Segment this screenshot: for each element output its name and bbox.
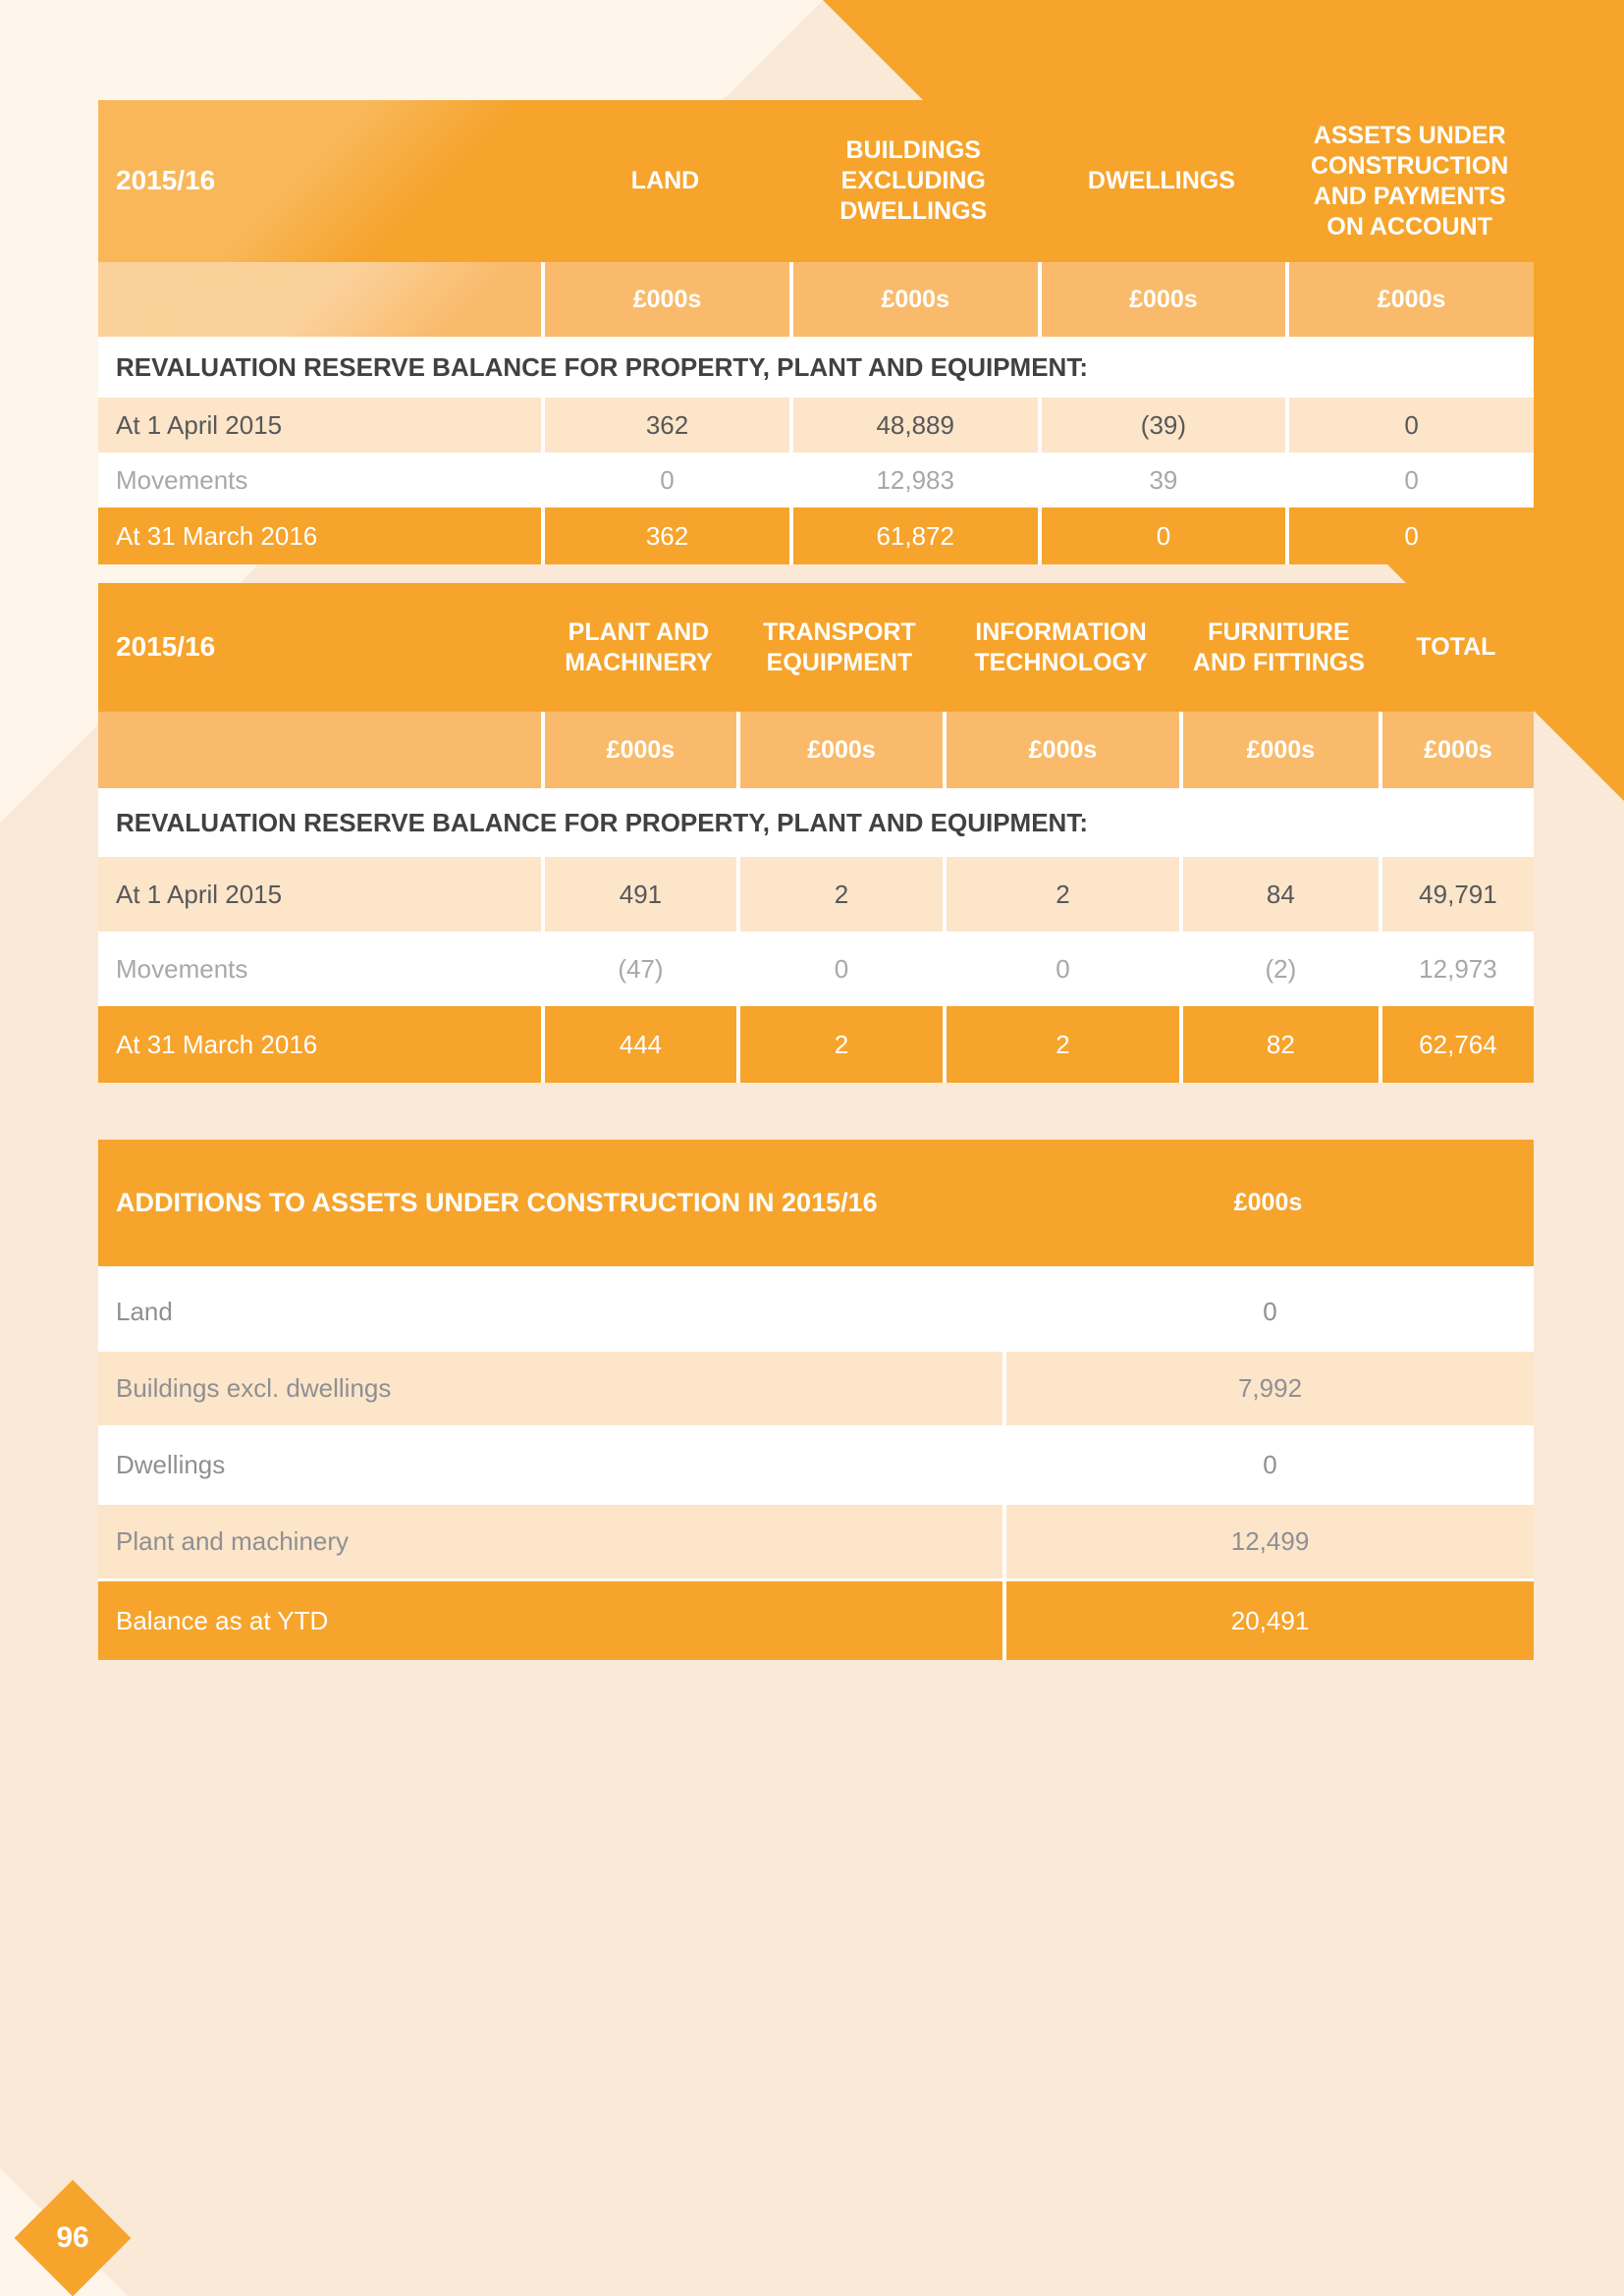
cell-value: 7,992 — [1002, 1352, 1534, 1425]
cell-value: (2) — [1179, 932, 1379, 1006]
table2-column-header-it: INFORMATION TECHNOLOGY — [974, 617, 1148, 676]
cell-value: 49,791 — [1379, 857, 1534, 932]
table3-unit-label: £000s — [1233, 1189, 1303, 1216]
cell-value: 2 — [943, 1006, 1179, 1083]
cell-value: 0 — [1002, 1275, 1534, 1349]
table-total-row — [98, 507, 1534, 564]
table2-column-header-plant-machinery: PLANT AND MACHINERY — [565, 617, 713, 676]
row-label: At 31 March 2016 — [116, 1029, 318, 1059]
table1-column-header-assets-under-construction: ASSETS UNDER CONSTRUCTION AND PAYMENTS ON ACCOUNT — [1310, 121, 1509, 240]
cell-value: 2 — [736, 857, 944, 932]
table-row — [98, 932, 1534, 1006]
additions-table — [98, 1140, 1534, 1660]
cell-value: 2 — [943, 857, 1179, 932]
table2-year-header: 2015/16 — [116, 631, 216, 663]
cell-value: 444 — [541, 1006, 736, 1083]
table3-header-gap — [98, 1266, 1534, 1275]
table1-header-row — [98, 100, 1534, 262]
revaluation-table-1 — [98, 100, 1534, 564]
table-total-row — [98, 1581, 1534, 1660]
table2-units-row — [98, 712, 1534, 788]
table2-unit-label: £000s — [1179, 712, 1379, 788]
table-total-row — [98, 1006, 1534, 1083]
table2-header-row — [98, 583, 1534, 712]
row-label: At 1 April 2015 — [116, 879, 283, 909]
cell-value: 0 — [1285, 453, 1534, 507]
cell-value: 362 — [541, 507, 789, 564]
cell-value: 0 — [1285, 398, 1534, 453]
cell-value: 0 — [1002, 1428, 1534, 1502]
table1-section-title: REVALUATION RESERVE BALANCE FOR PROPERTY, PLANT AND EQUIPMENT: — [116, 351, 1088, 382]
table1-column-header-land: LAND — [630, 167, 700, 194]
page-number: 96 — [56, 2221, 89, 2254]
table2-unit-label: £000s — [943, 712, 1179, 788]
cell-value: 2 — [736, 1006, 944, 1083]
row-label: Land — [116, 1297, 173, 1326]
cell-value: 20,491 — [1002, 1581, 1534, 1660]
table1-section-title-row — [98, 337, 1534, 398]
table-row — [98, 398, 1534, 453]
cell-value: 0 — [541, 453, 789, 507]
cell-value: 82 — [1179, 1006, 1379, 1083]
cell-value: (39) — [1038, 398, 1286, 453]
table3-header-row — [98, 1140, 1534, 1266]
row-label: Dwellings — [116, 1450, 226, 1479]
revaluation-table-2 — [98, 583, 1534, 1083]
cell-value: 0 — [736, 932, 944, 1006]
cell-value: 61,872 — [789, 507, 1038, 564]
row-label: At 31 March 2016 — [116, 520, 318, 551]
table-row — [98, 857, 1534, 932]
table2-unit-label: £000s — [1379, 712, 1534, 788]
table1-column-header-dwellings: DWELLINGS — [1087, 167, 1235, 194]
row-label: Plant and machinery — [116, 1526, 350, 1556]
table1-year-header: 2015/16 — [98, 100, 541, 262]
table2-section-title-row — [98, 788, 1534, 857]
row-label: Balance as at YTD — [116, 1605, 329, 1635]
table1-unit-label: £000s — [1285, 262, 1534, 337]
table1-column-header-buildings: BUILDINGS EXCLUDING DWELLINGS — [839, 136, 988, 225]
table1-unit-label: £000s — [541, 262, 789, 337]
table-row — [98, 453, 1534, 507]
cell-value: 0 — [943, 932, 1179, 1006]
cell-value: 12,983 — [789, 453, 1038, 507]
table1-units-row — [98, 262, 1534, 337]
cell-value: 362 — [541, 398, 789, 453]
cell-value: 0 — [1038, 507, 1286, 564]
table-row — [98, 1352, 1534, 1428]
table2-column-header-transport: TRANSPORT EQUIPMENT — [763, 617, 916, 676]
row-label: Buildings excl. dwellings — [116, 1373, 392, 1403]
table2-unit-label: £000s — [736, 712, 944, 788]
cell-value: 48,889 — [789, 398, 1038, 453]
table2-column-header-furniture: FURNITURE AND FITTINGS — [1192, 617, 1365, 676]
table2-section-title: REVALUATION RESERVE BALANCE FOR PROPERTY, PLANT AND EQUIPMENT: — [116, 807, 1088, 837]
cell-value: 12,973 — [1379, 932, 1534, 1006]
table1-unit-label: £000s — [789, 262, 1038, 337]
table-row — [98, 1428, 1534, 1505]
table2-unit-label: £000s — [541, 712, 736, 788]
table1-unit-label: £000s — [1038, 262, 1286, 337]
table2-column-header-total: TOTAL — [1416, 633, 1496, 661]
cell-value: 491 — [541, 857, 736, 932]
table-row — [98, 1275, 1534, 1352]
cell-value: 84 — [1179, 857, 1379, 932]
row-label: Movements — [116, 464, 248, 495]
table2-units-spacer — [98, 712, 541, 788]
cell-value: (47) — [541, 932, 736, 1006]
row-label: At 1 April 2015 — [116, 409, 283, 440]
cell-value: 62,764 — [1379, 1006, 1534, 1083]
cell-value: 39 — [1038, 453, 1286, 507]
table3-title: ADDITIONS TO ASSETS UNDER CONSTRUCTION IN 2015/16 — [116, 1187, 878, 1217]
cell-value: 0 — [1285, 507, 1534, 564]
table-row — [98, 1505, 1534, 1581]
row-label: Movements — [116, 953, 248, 984]
table1-units-spacer — [98, 262, 541, 337]
cell-value: 12,499 — [1002, 1505, 1534, 1578]
